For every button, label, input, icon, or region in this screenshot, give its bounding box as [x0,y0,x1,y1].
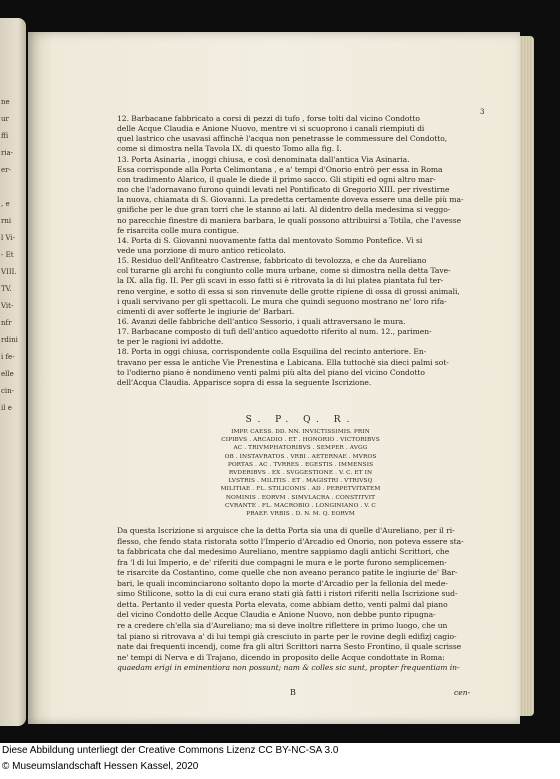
text-line: ta fabbricata che dal medesimo Aureliano, mentre sappiamo dagli antichi Scrittori, che [117,547,450,557]
text-line: Essa corrisponde alla Porta Celimontana , e a' tempi d'Onorio entrò per essa in Roma [117,164,443,174]
left-page-fragment: ne [1,98,10,106]
text-line: flesso, che fendo stata ristorata sotto l'Imperio d'Arcadio ed Onorio, non poteva essere sta- [117,536,464,546]
left-page-fragment: cin- [1,387,15,395]
left-page-fragment: Vit- [1,302,14,310]
inscription-line: CVRANTE . FL. MACROBIO . LONGINIANO . V. C [225,502,376,509]
text-line: no parecchie finestre di maniera barbara, le quali possono attribuirsi a Totila, che l'avesse [117,215,462,225]
text-line: te per le ragioni ivi addotte. [117,337,224,347]
left-page-fragment: i fe- [1,353,15,361]
text-line: 16. Avanzi delle fabbriche dell'antico Sessorio, i quali attraversano le mura. [117,317,406,326]
text-line: 18. Porta in oggi chiusa, corrispondente colla Esquilina del recinto anteriore. En- [117,347,427,357]
text-line: 15. Residuo dell'Anfiteatro Castrense, fabbricato di tevolozza, e che da Aureliano [117,256,427,266]
text-line: 12. Barbacane fabbricato a corsi di pezzi di tufo , forse tolti dal vicino Condotto [117,114,420,123]
left-page-fragment: ur [1,115,9,123]
page-number: 3 [480,108,485,116]
text-line: la nuova, chiamata di S. Giovanni. La predetta certamente doveva essere una delle più ma- [117,195,464,205]
text-line: 13. Porta Asinaria , inoggi chiusa, e così denominata dall'antica Via Asinaria. [117,154,410,164]
left-page-fragment: - Et [1,251,14,259]
copyright-text: © Museumslandschaft Hessen Kassel, 2020 [2,761,199,772]
left-facing-page [0,18,26,726]
text-line: detta. Pertanto il veder questa Porta elevata, come abbiam detto, venti palmi dal piano [117,599,448,609]
text-line: quel lastrico che usavasi affinchè l'acqua non penetrasse le commessure del Condotto, [117,134,448,144]
inscription-line: PRAEF. VRBIS . D. N. M. Q. EORVM [246,511,355,517]
left-page-fragment: , e [1,200,10,208]
inscription-line: AC . TRIVMPHATORIBVS . SEMPER . AVGG [233,445,368,452]
left-page-fragment: elle [1,370,14,378]
text-line: mo che l'adornavano furono quindi levati nel Pontificato di Gregorio XIII. per rivestirne [117,185,450,195]
signature-mark: B [290,688,296,697]
text-line: i quali servivano per gli spettacoli. Le mura che quindi seguono mostrano ne' loro rifa- [117,296,447,306]
inscription-line: OB . INSTAVRATOS . VRBI . AETERNAE . MVROS [224,453,377,460]
text-line: nate dai frequenti incendj, come fra gli altri Scrittori narra Sesto Frontino, il quale scrisse [117,642,462,652]
inscription-line: RVDERIBVS . EX . SVGGESTIONE . V. C. ET IN [228,470,373,476]
text-line: vede una porzione di muro antico reticolato. [117,245,286,255]
catchword: cen- [454,688,471,697]
text-line: ne' tempi di Nerva e di Trajano, dicendo in proposito delle Acque condottate in Roma: [117,652,445,662]
text-line: dell'Acqua Claudia. Apparisce sopra di essa la seguente Iscrizione. [117,377,372,387]
text-line: tal piano si ritrovava a' di lui tempi già cresciuto in parte per le rovine degli edifizj cagio- [117,631,457,641]
left-page-fragment: il e [1,404,12,412]
text-line: re a credere ch'ella sia d'Aureliano; ma si deve inoltre riflettere in primo luogo, che un [117,620,448,630]
text-line: Da questa Iscrizione si arguisce che la detta Porta sia una di quelle d'Aureliano, per il ri- [117,526,455,535]
text-line: fe risarcita colle mura contigue. [117,225,239,235]
inscription-line: MILITIAE . FL. STILICONIS . AD . PERPETVITATEM [220,486,381,493]
left-page-fragment: nfr [1,319,12,327]
left-page-fragment: TV. [1,285,12,293]
text-line: te risarcite da Costantino, come quelle che non aveano peranco patite le ingiurie de' Bar- [117,568,458,578]
text-line: la IX. alla fig. II. Per gli scavi in esso fatti si è ritrovata la di lui platea piantata ful ter- [117,276,444,286]
text-line: del vicino Condotto delle Acque Claudia e Anione Nuovo, non debbe punto ripugna- [117,610,436,620]
license-footer [0,743,560,779]
text-line: gnifiche per le due gran torri che le stanno ai lati. Al didentro della medesima si veggo- [117,205,451,215]
left-page-fragment: rdini [1,336,18,344]
left-page-fragment: er- [1,166,11,174]
license-text: Diese Abbildung unterliegt der Creative Commons Lizenz CC BY-NC-SA 3.0 [2,745,339,756]
text-line: come si dimostra nella Tavola IX. di questo Tomo alla fig. I. [117,144,342,154]
text-line: to l'odierno piano è nondimeno venti palmi più alta del piano del vicino Condotto [117,367,425,377]
text-line: reno vergine, e sotto di essa si son rinvenute delle grotte ripiene di ossa di grossi animali, [117,286,460,296]
left-page-fragment: VIII. [1,268,17,276]
text-line: 14. Porta di S. Giovanni nuovamente fatta dal mentovato Sommo Pontefice. Vi si [117,235,423,245]
text-line: col turarne gli archi fu congiunto colle mura urbane, come si dimostra nella detta Tave- [117,266,451,276]
inscription-header: S. P. Q. R. [245,415,356,425]
text-line: con tradimento Alarico, il quale le diede il primo sacco. Gli stipiti ed ogni altro mar- [117,174,436,184]
text-line: travano per essa le antiche Vie Prenestina e Labicana. Ella tuttochè sia dieci palmi sot- [117,357,449,367]
text-line: quaedam erigi in eminentiora non possunt; nam & colles sic sunt, propter frequentiam in- [117,663,460,673]
left-page-fragment: ffi [1,132,9,140]
text-line: simo Stilicone, sotto la di cui cura erano stati già fatti i ristori riferiti nella Iscrizione sud- [117,589,458,599]
inscription-line: CIPIBVS . ARCADIO . ET . HONORIO . VICTORIBVS [221,437,380,444]
text-line: delle Acque Claudia e Anione Nuovo, mentre vi si scuoprono i canali riempiuti di [117,124,425,134]
book-page [28,32,520,724]
inscription-line: PORTAS . AC . TVRRES . EGESTIS . IMMENSIS [227,461,374,468]
text-line: cimenti di aver sofferte le ingiurie de' Barbari. [117,306,295,316]
left-page-fragment: ria- [1,149,14,157]
inscription-line: NOMINIS . EORVM . SIMVLACRA . CONSTITVIT [225,494,376,501]
left-page-fragment: l Vi- [1,234,15,242]
left-page-fragment: rni [1,217,12,225]
text-line: bari, le quali incominciarono soltanto dopo la morte d'Arcadio per la fellonia del mede- [117,578,448,588]
text-line: fra 'l di lui Imperio, e de' riferiti due compagni le mura e le porte furono semplicemen- [117,557,447,567]
inscription-line: IMPP. CAESS. DD. NN. INVICTISSIMIS. PRIN [231,429,370,435]
text-line: 17. Barbacane composto di tufi dell'antico aquedotto riferito al num. 12., parimen- [117,327,432,337]
inscription-line: LVSTRIS . MILITIS . ET . MAGISTRI . VTRIVSQ [228,478,373,485]
